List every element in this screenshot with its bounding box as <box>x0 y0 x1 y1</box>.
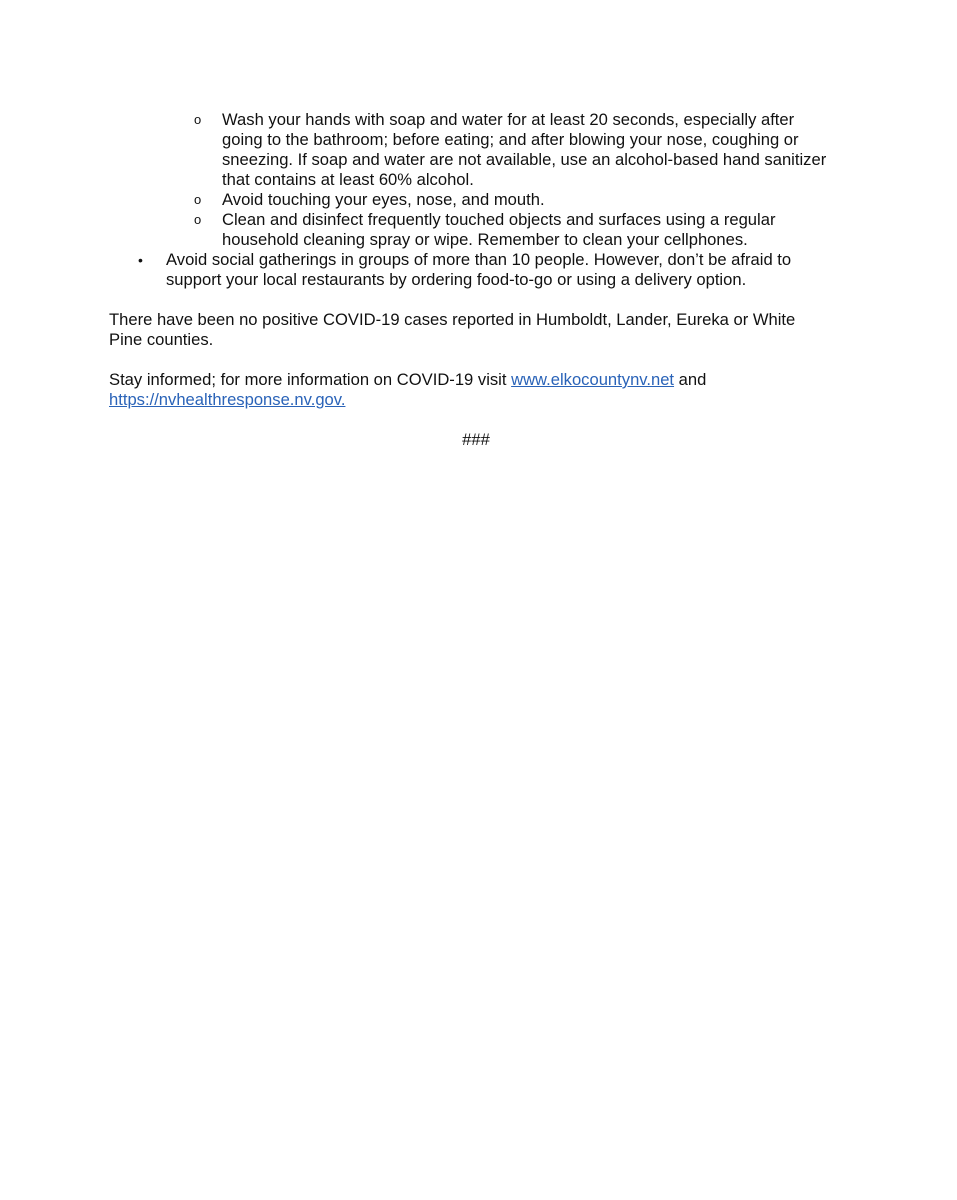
bullet-list <box>109 250 829 290</box>
bullet-icon: • <box>138 252 143 268</box>
list-item <box>138 250 829 290</box>
end-mark: ### <box>462 430 490 449</box>
sub-bullet-list <box>109 110 829 250</box>
hollow-bullet-icon: o <box>194 212 202 227</box>
list-item <box>194 110 829 190</box>
stay-informed-text: Stay informed; for more information on COVID-19 visit <box>109 370 512 389</box>
list-item <box>194 210 829 250</box>
list-item-text: Avoid touching your eyes, nose, and mouth. <box>222 190 545 209</box>
stay-informed-paragraph <box>109 370 829 410</box>
list-item <box>194 190 829 210</box>
document-body <box>109 110 829 450</box>
list-item-text: Wash your hands with soap and water for at least 20 seconds, especially after going to the bathroom; before eating; and after blowing your nose, coughing or sneezing. If soap and water are not available, use an alcohol-based hand sanitizer that contains at least 60% alcohol. <box>222 110 827 189</box>
list-item-text: Avoid social gatherings in groups of more than 10 people. However, don’t be afraid to support your local restaurants by ordering food-to-go or using a delivery option. <box>166 250 792 289</box>
elko-county-link[interactable]: www.elkocountynv.net <box>511 370 675 389</box>
nv-health-response-link[interactable]: https://nvhealthresponse.nv.gov. <box>109 390 346 409</box>
cases-paragraph: There have been no positive COVID-19 cases reported in Humboldt, Lander, Eureka or White Pine counties. <box>109 310 796 349</box>
hollow-bullet-icon: o <box>194 112 202 127</box>
list-item-text: Clean and disinfect frequently touched objects and surfaces using a regular household cleaning spray or wipe. Remember to clean your cellphones. <box>222 210 776 249</box>
hollow-bullet-icon: o <box>194 192 202 207</box>
stay-informed-connector: and <box>674 370 707 389</box>
